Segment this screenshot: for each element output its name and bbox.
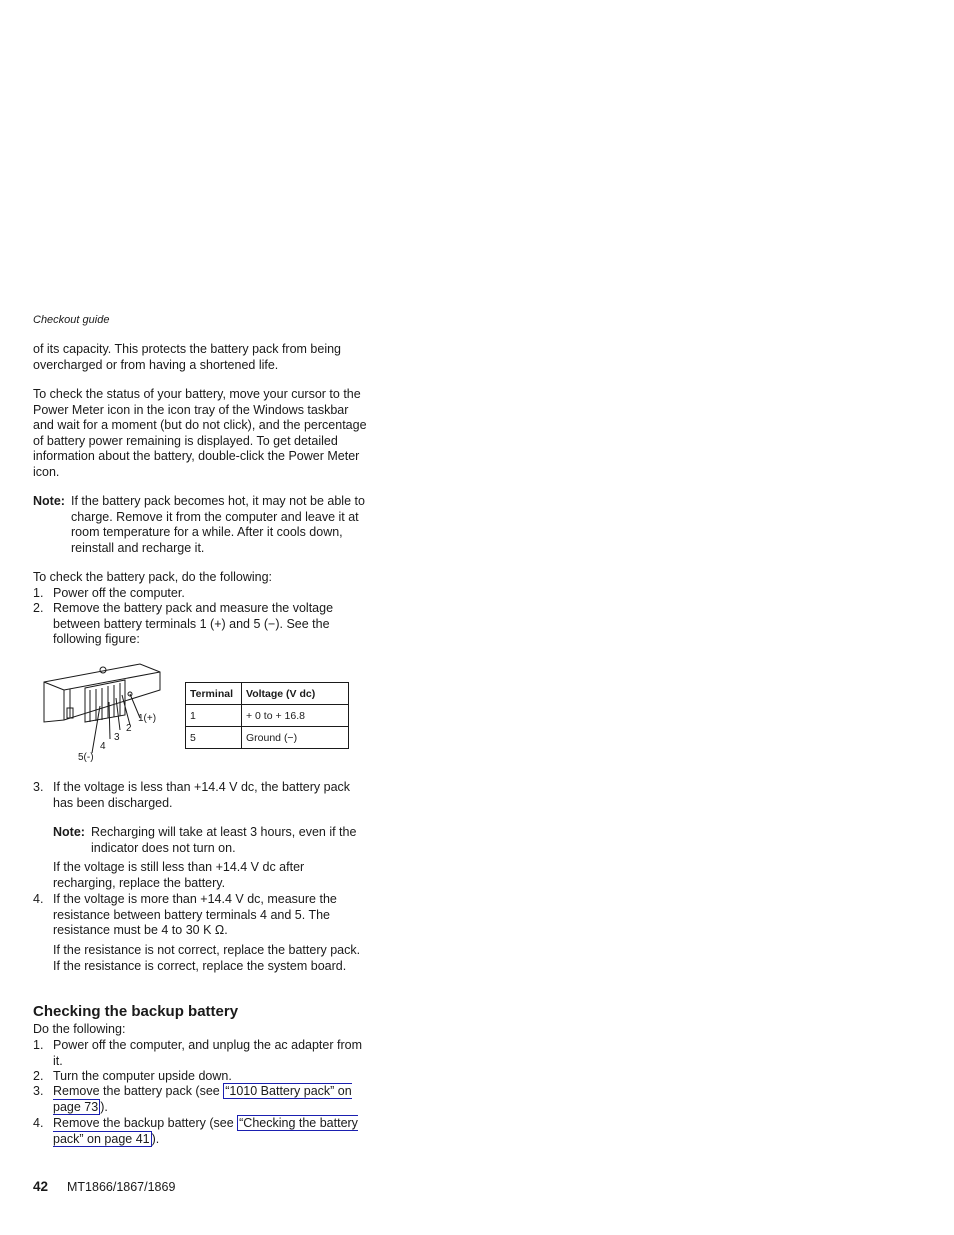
table-header-terminal: Terminal — [186, 683, 242, 705]
intro-paragraph: of its capacity. This protects the battery pack from being overcharged or from having a shortened life. — [33, 342, 342, 372]
section-intro: Do the following: — [33, 1022, 126, 1036]
label-terminal-5: 5(-) — [78, 752, 94, 763]
label-terminal-4: 4 — [100, 741, 106, 752]
label-terminal-3: 3 — [114, 732, 120, 743]
footer-model: MT1866/1867/1869 — [67, 1180, 176, 1194]
note-label: Note: — [53, 825, 85, 839]
note-label: Note: — [33, 494, 65, 508]
step-4-followup: If the resistance is not correct, replace the battery pack. If the resistance is correct, replace the system board. — [53, 943, 361, 973]
table-header-row — [186, 683, 349, 705]
battery-terminal-figure — [40, 660, 170, 770]
link-checking-battery-page-41[interactable]: “Checking the battery pack” on page 41 — [53, 1116, 358, 1146]
table-header-voltage: Voltage (V dc) — [242, 683, 349, 705]
label-terminal-1: 1(+) — [138, 713, 157, 724]
voltage-table — [185, 682, 349, 749]
table-cell: + 0 to + 16.8 — [242, 705, 349, 727]
note-text: If the battery pack becomes hot, it may not be able to charge. Remove it from the computer and leave it at room temperature for a while. After it cools down, reinstall and recharge it. — [71, 494, 365, 555]
table-cell: 1 — [186, 705, 242, 727]
check-intro: To check the battery pack, do the following: — [33, 570, 273, 584]
table-cell: Ground (−) — [242, 727, 349, 749]
section-title: Checking the backup battery — [33, 1003, 239, 1020]
table-cell: 5 — [186, 727, 242, 749]
label-terminal-2: 2 — [126, 723, 132, 734]
step-3-followup: If the voltage is still less than +14.4 V dc after recharging, replace the battery. — [53, 860, 305, 890]
running-header: Checkout guide — [33, 314, 110, 326]
table-row — [186, 705, 349, 727]
link-battery-pack-page-73[interactable]: “1010 Battery pack” on page 73 — [53, 1084, 352, 1114]
note-text: Recharging will take at least 3 hours, even if the indicator does not turn on. — [91, 825, 357, 855]
status-paragraph: To check the status of your battery, move your cursor to the Power Meter icon in the icon tray of the Windows taskbar and wait for a moment (but do not click), and the percentage of battery power remaining is displayed. To get detailed information about the battery, double-click the Power Meter icon. — [33, 387, 367, 479]
page-number: 42 — [33, 1179, 49, 1194]
table-row — [186, 727, 349, 749]
note-hot-battery — [33, 494, 368, 558]
note-recharging — [53, 825, 368, 857]
